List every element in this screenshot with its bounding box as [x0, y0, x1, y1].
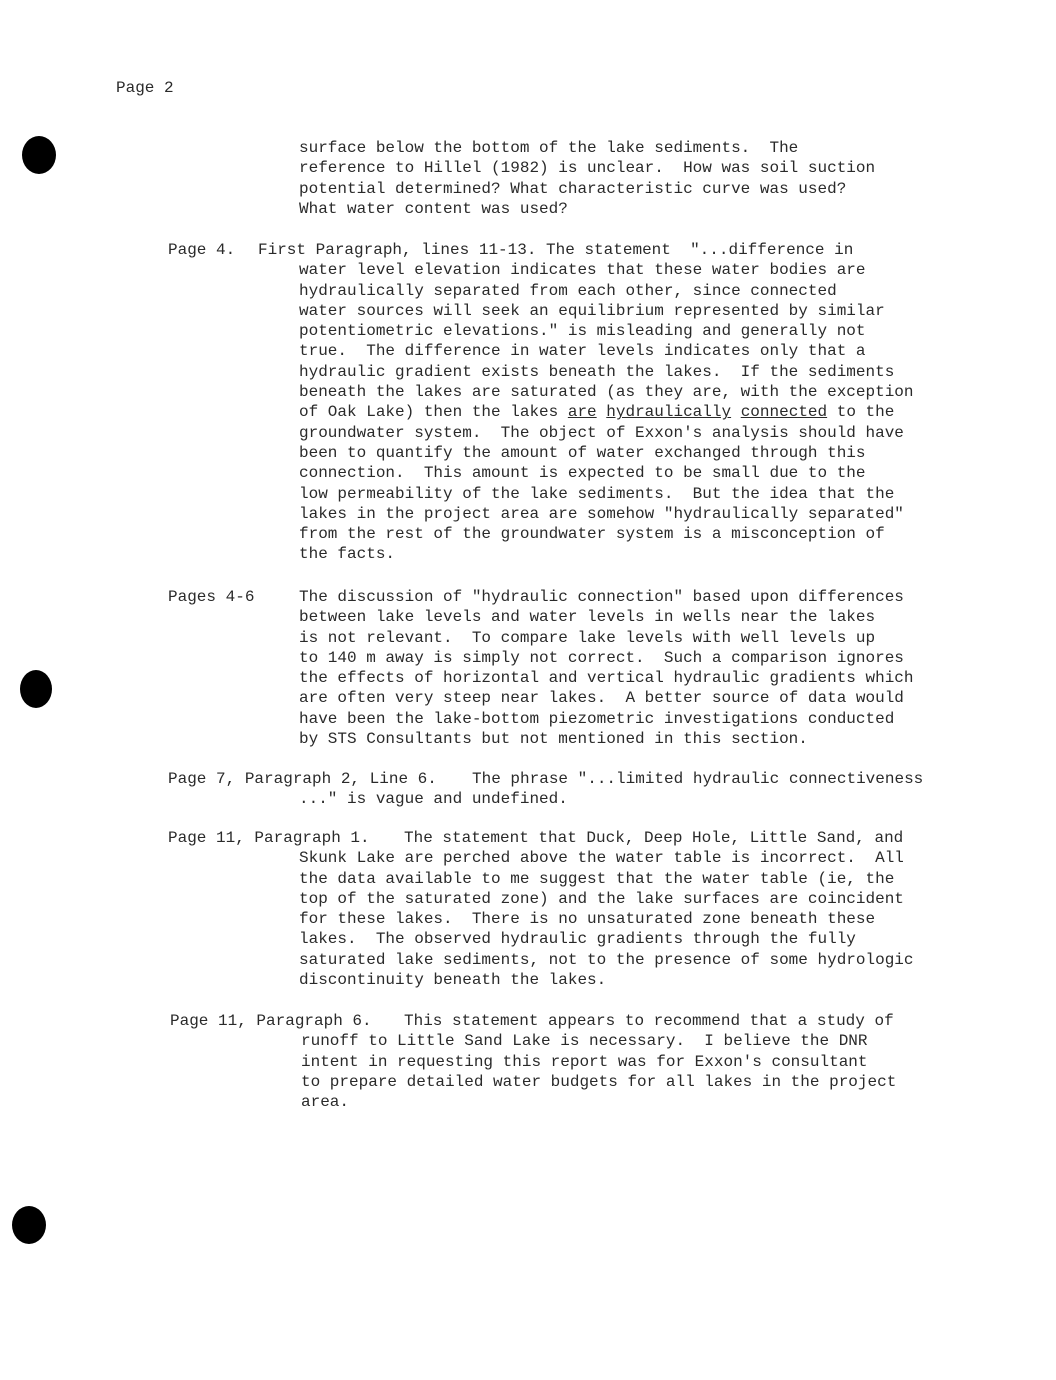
comment-page-7	[472, 769, 923, 789]
text-line: for these lakes. There is no unsaturated zone beneath these	[299, 910, 876, 929]
text-line: by STS Consultants but not mentioned in this section.	[299, 730, 808, 749]
comment-first-line: First Paragraph, lines 11-13. The statement "...difference in	[258, 241, 854, 259]
text-line: are often very steep near lakes. A better source of data would	[299, 689, 904, 708]
comment-page-11-para-6-body	[301, 1031, 896, 1112]
text-line-underlined	[299, 402, 914, 422]
text-line: groundwater system. The object of Exxon's analysis should have	[299, 423, 904, 442]
text-line: hydraulic gradient exists beneath the lakes. If the sediments	[299, 362, 895, 381]
comment-page-11-para-6	[404, 1011, 894, 1031]
underlined-word: connected	[740, 403, 828, 422]
comment-reference: Page 11, Paragraph 6.	[170, 1012, 372, 1030]
text-line: to prepare detailed water budgets for all lakes in the project	[301, 1072, 897, 1091]
text-line: hydraulically separated from each other, since connected	[299, 281, 837, 300]
text-line: low permeability of the lake sediments. But the idea that the	[299, 484, 895, 503]
text-line: the effects of horizontal and vertical hydraulic gradients which	[299, 669, 914, 688]
comment-page-11-para-1	[404, 828, 903, 848]
text-line: been to quantify the amount of water exchanged through this	[299, 443, 866, 462]
continuation-paragraph	[299, 138, 875, 219]
comment-first-line: The phrase "...limited hydraulic connectiveness	[472, 770, 924, 788]
text-line: to 140 m away is simply not correct. Such a comparison ignores	[299, 648, 904, 667]
text-line: the data available to me suggest that the water table (ie, the	[299, 869, 895, 888]
text-line: Skunk Lake are perched above the water table is incorrect. All	[299, 849, 904, 868]
text-line: between lake levels and water levels in wells near the lakes	[299, 608, 876, 627]
text-line: is not relevant. To compare lake levels with well levels up	[299, 628, 876, 647]
text-line: reference to Hillel (1982) is unclear. How was soil suction	[299, 159, 876, 178]
space	[597, 403, 607, 421]
text-line: intent in requesting this report was for Exxon's consultant	[301, 1052, 868, 1071]
text-line: area.	[301, 1093, 350, 1112]
text-line: What water content was used?	[299, 199, 568, 218]
text-line: top of the saturated zone) and the lake surfaces are coincident	[299, 889, 904, 908]
text-line: discontinuity beneath the lakes.	[299, 971, 607, 990]
comment-page-4-body	[299, 260, 914, 564]
text-line: ..." is vague and undefined.	[299, 790, 568, 809]
comment-pages-4-6	[299, 587, 914, 749]
text-line: potential determined? What characteristic curve was used?	[299, 179, 847, 198]
underlined-word: are	[567, 403, 597, 422]
text-line: the facts.	[299, 545, 396, 564]
text-line: beneath the lakes are saturated (as they are, with the exception	[299, 383, 914, 402]
punch-hole-middle	[20, 670, 52, 708]
text-line: water level elevation indicates that these water bodies are	[299, 261, 866, 280]
text-line: have been the lake-bottom piezometric investigations conducted	[299, 709, 895, 728]
comment-page-7-body	[299, 789, 568, 809]
comment-reference: Page 4.	[168, 241, 236, 259]
text-line: The discussion of "hydraulic connection" based upon differences	[299, 588, 904, 606]
text-segment: of Oak Lake) then the lakes	[299, 403, 568, 422]
text-line: water sources will seek an equilibrium represented by similar	[299, 301, 885, 320]
comment-first-line: This statement appears to recommend that a study of	[404, 1012, 894, 1030]
text-line: true. The difference in water levels indicates only that a	[299, 342, 866, 361]
text-line: lakes. The observed hydraulic gradients through the fully	[299, 930, 856, 949]
page-number: Page 2	[116, 79, 174, 97]
text-segment: to the	[827, 403, 895, 422]
text-line: saturated lake sediments, not to the presence of some hydrologic	[299, 950, 914, 969]
comment-page-11-para-1-body	[299, 848, 914, 990]
text-line: potentiometric elevations." is misleading and generally not	[299, 322, 866, 341]
punch-hole-top	[22, 136, 56, 174]
comment-reference: Page 11, Paragraph 1.	[168, 829, 370, 847]
text-line: lakes in the project area are somehow "hydraulically separated"	[299, 504, 904, 523]
space	[731, 403, 741, 421]
text-line: from the rest of the groundwater system is a misconception of	[299, 525, 885, 544]
text-line: surface below the bottom of the lake sediments. The	[299, 139, 799, 157]
comment-reference: Page 7, Paragraph 2, Line 6.	[168, 770, 437, 788]
text-line: connection. This amount is expected to be small due to the	[299, 464, 866, 483]
comment-reference: Pages 4-6	[168, 588, 255, 606]
text-line: runoff to Little Sand Lake is necessary. I believe the DNR	[301, 1032, 868, 1051]
underlined-word: hydraulically	[606, 403, 732, 422]
comment-first-line: The statement that Duck, Deep Hole, Little Sand, and	[404, 829, 904, 847]
comment-page-4	[258, 240, 853, 260]
punch-hole-bottom	[12, 1206, 46, 1244]
